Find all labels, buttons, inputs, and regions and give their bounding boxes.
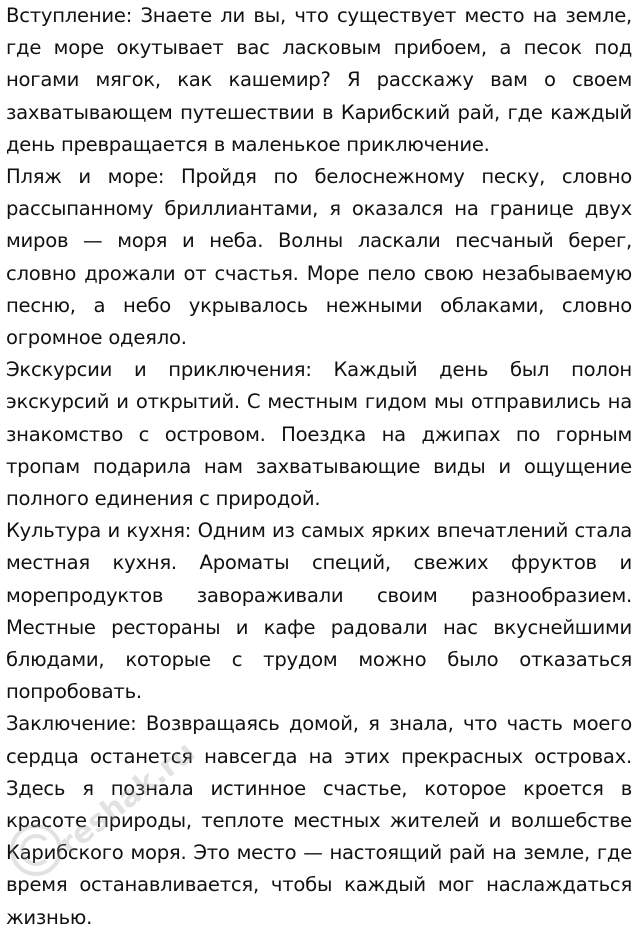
- document-body: [6, 0, 632, 934]
- paragraph-beach-and-sea: Пляж и море: Пройдя по белоснежному песку, словно рассыпанному бриллиантами, я оказался на границе двух миров — моря и неба. Волны ласкали песчаный берег, словно дрожали от счастья. Море пело свою незабываемую песню, а небо укрывалось нежными облаками, словно огромное одеяло.: [6, 165, 632, 350]
- paragraph-culture-and-cuisine: Культура и кухня: Одним из самых ярких впечатлений стала местная кухня. Ароматы специй, свежих фруктов и морепродуктов завораживали своим разнообразием. Местные рестораны и кафе радовали нас вкуснейшими блюдами, которые с трудом можно было отказаться попробовать.: [6, 519, 632, 704]
- paragraph-excursions: Экскурсии и приключения: Каждый день был полон экскурсий и открытий. С местным гидом мы отправились на знакомство с островом. Поездка на джипах по горным тропам подарила нам захватывающие виды и ощущение полного единения с природой.: [6, 358, 632, 511]
- watermark-text: reshak.ru: [52, 734, 202, 863]
- paragraph-conclusion: Заключение: Возвращаясь домой, я знала, что часть моего сердца останется навсегда на этих прекрасных островах. Здесь я познала истинное счастье, которое кроется в красоте природы, теплоте местных жителей и волшебстве Карибского моря. Это место — настоящий рай на земле, где время останавливается, чтобы каждый мог наслаждаться жизнью.: [6, 712, 632, 929]
- paragraph-introduction: Вступление: Знаете ли вы, что существует место на земле, где море окутывает вас ласковым прибоем, а песок под ногами мягок, как кашемир? Я расскажу вам о своем захватывающем путешествии в Карибский рай, где каждый день превращается в маленькое приключение.: [6, 4, 632, 156]
